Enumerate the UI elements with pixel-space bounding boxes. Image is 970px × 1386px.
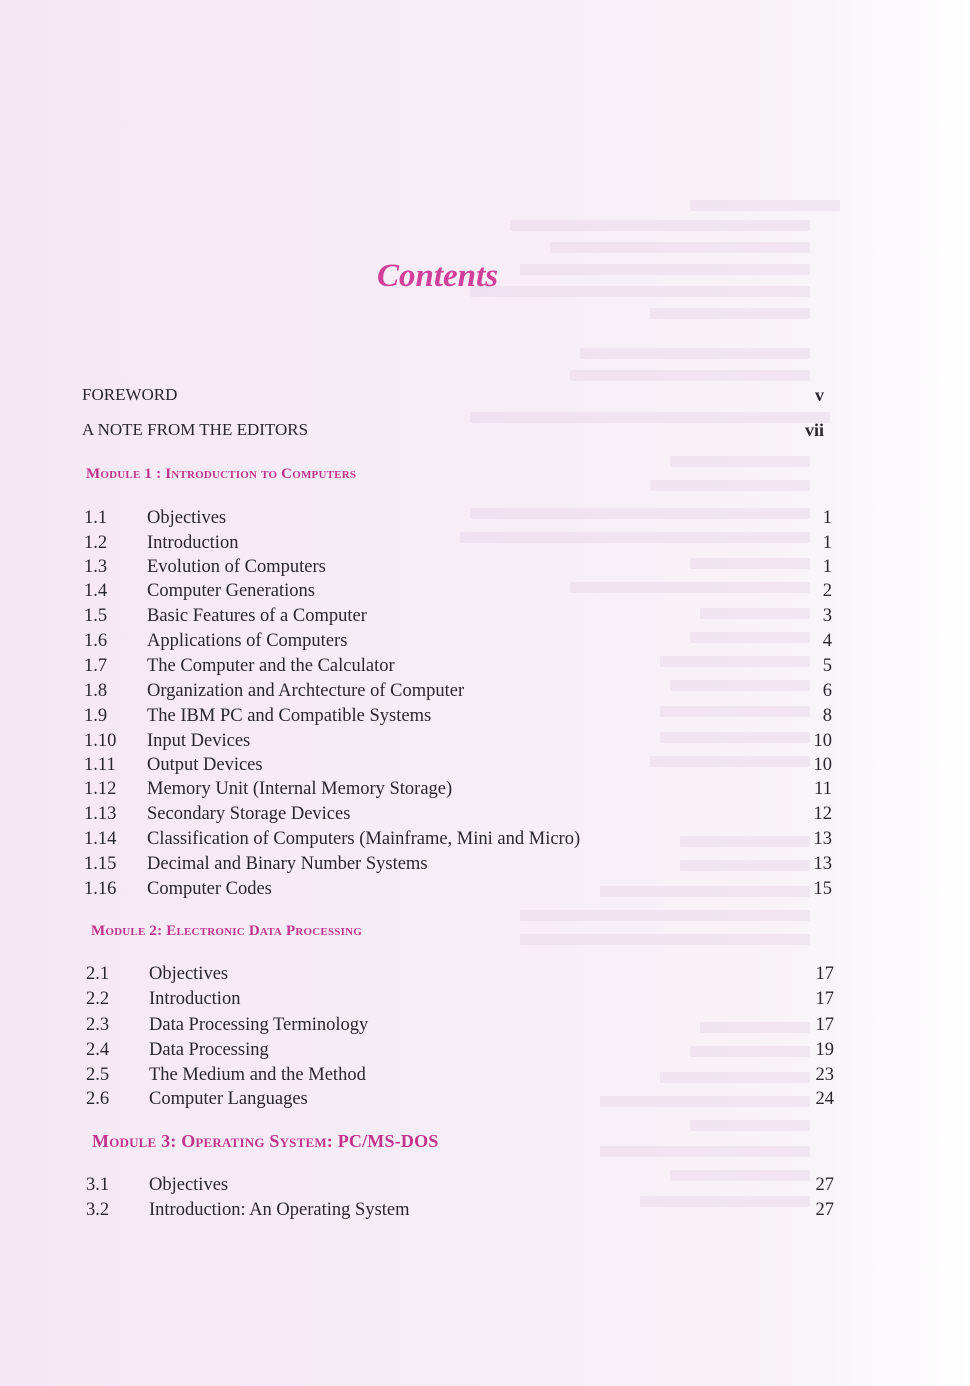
entry-number: 1.13 <box>84 804 117 824</box>
entry-title: Classification of Computers (Mainframe, Mini and Micro) <box>147 829 581 849</box>
front-matter-row <box>82 385 824 409</box>
entry-number: 1.15 <box>84 854 117 874</box>
entry-title: Memory Unit (Internal Memory Storage) <box>147 779 453 799</box>
entry-title: Introduction <box>147 533 239 553</box>
toc-entry <box>84 755 832 779</box>
entry-number: 2.5 <box>86 1065 110 1085</box>
entry-page: 1 <box>822 557 832 577</box>
toc-entry <box>84 681 832 705</box>
entry-number: 1.12 <box>84 779 117 799</box>
entry-title: Applications of Computers <box>147 631 348 651</box>
entry-number: 2.2 <box>86 989 110 1009</box>
entry-number: 1.6 <box>84 631 108 651</box>
entry-title: Introduction <box>149 989 241 1009</box>
entry-title: Output Devices <box>147 755 263 775</box>
entry-number: 1.14 <box>84 829 117 849</box>
entry-number: 2.6 <box>86 1089 110 1109</box>
toc-entry <box>84 581 832 605</box>
front-matter-label: A NOTE FROM THE EDITORS <box>82 420 309 439</box>
entry-title: Objectives <box>147 508 227 528</box>
entry-page: 17 <box>815 1015 834 1035</box>
entry-number: 1.7 <box>84 656 108 676</box>
entry-page: 13 <box>813 854 832 874</box>
front-matter-label: FOREWORD <box>82 385 178 404</box>
entry-page: 27 <box>815 1200 834 1220</box>
toc-entry <box>86 964 834 988</box>
entry-number: 3.2 <box>86 1200 110 1220</box>
entry-page: 17 <box>815 964 834 984</box>
entry-title: Introduction: An Operating System <box>149 1200 410 1220</box>
entry-page: 10 <box>813 731 832 751</box>
toc-entry <box>86 1200 834 1224</box>
toc-entry <box>84 879 832 903</box>
toc-entry <box>84 706 832 730</box>
entry-title: The Medium and the Method <box>149 1065 366 1085</box>
page-title: Contents <box>377 258 499 294</box>
toc-entry <box>84 731 832 755</box>
entry-number: 1.4 <box>84 581 108 601</box>
entry-page: 6 <box>822 681 832 701</box>
entry-title: Computer Codes <box>147 879 272 899</box>
entry-title: Evolution of Computers <box>147 557 326 577</box>
entry-page: 11 <box>814 779 832 799</box>
entry-title: The IBM PC and Compatible Systems <box>147 706 432 726</box>
module-heading: Module 1 : Introduction to Computers <box>86 466 357 482</box>
entry-page: 8 <box>822 706 832 726</box>
entry-page: 23 <box>815 1065 834 1085</box>
entry-page: 19 <box>815 1040 834 1060</box>
entry-page: 15 <box>813 879 832 899</box>
entry-number: 1.8 <box>84 681 108 701</box>
toc-entry <box>86 1040 834 1064</box>
entry-page: 12 <box>813 804 832 824</box>
toc-entry <box>84 631 832 655</box>
front-matter-page: vii <box>804 420 824 440</box>
toc-entry <box>86 1015 834 1039</box>
toc-entry <box>86 1175 834 1199</box>
entry-title: Secondary Storage Devices <box>147 804 351 824</box>
entry-number: 2.1 <box>86 964 110 984</box>
entry-number: 3.1 <box>86 1175 110 1195</box>
entry-page: 27 <box>815 1175 834 1195</box>
entry-number: 1.9 <box>84 706 108 726</box>
entry-title: Decimal and Binary Number Systems <box>147 854 428 874</box>
entry-title: The Computer and the Calculator <box>147 656 395 676</box>
entry-title: Computer Generations <box>147 581 315 601</box>
entry-title: Basic Features of a Computer <box>147 606 367 626</box>
entry-page: 1 <box>822 533 832 553</box>
toc-entry <box>86 1065 834 1089</box>
entry-title: Computer Languages <box>149 1089 308 1109</box>
toc-entry <box>84 533 832 557</box>
entry-title: Organization and Archtecture of Computer <box>147 681 465 701</box>
entry-number: 1.3 <box>84 557 108 577</box>
entry-page: 5 <box>822 656 832 676</box>
entry-number: 1.11 <box>84 755 116 775</box>
toc-entry <box>84 606 832 630</box>
entry-page: 3 <box>822 606 832 626</box>
toc-entry <box>84 804 832 828</box>
entry-page: 10 <box>813 755 832 775</box>
entry-number: 1.2 <box>84 533 108 553</box>
module-heading: Module 2: Electronic Data Processing <box>91 923 362 939</box>
entry-title: Objectives <box>149 1175 229 1195</box>
entry-page: 2 <box>822 581 832 601</box>
entry-number: 2.3 <box>86 1015 110 1035</box>
toc-entry <box>84 854 832 878</box>
entry-page: 4 <box>822 631 832 651</box>
entry-title: Input Devices <box>147 731 251 751</box>
entry-title: Data Processing <box>149 1040 269 1060</box>
entry-title: Objectives <box>149 964 229 984</box>
entry-page: 1 <box>822 508 832 528</box>
front-matter-page: v <box>815 385 824 405</box>
entry-number: 1.16 <box>84 879 117 899</box>
entry-number: 1.1 <box>84 508 108 528</box>
entry-page: 24 <box>815 1089 834 1109</box>
module-heading: Module 3: Operating System: PC/MS-DOS <box>92 1131 439 1151</box>
page-edge-highlight <box>840 0 970 1386</box>
toc-entry <box>84 829 832 853</box>
toc-entry <box>84 557 832 581</box>
toc-entry <box>84 656 832 680</box>
toc-entry <box>84 508 832 532</box>
toc-entry <box>84 779 832 803</box>
entry-number: 2.4 <box>86 1040 110 1060</box>
front-matter-row <box>82 420 824 444</box>
entry-number: 1.5 <box>84 606 108 626</box>
entry-number: 1.10 <box>84 731 117 751</box>
entry-page: 17 <box>815 989 834 1009</box>
entry-page: 13 <box>813 829 832 849</box>
toc-entry <box>86 1089 834 1113</box>
toc-entry <box>86 989 834 1013</box>
entry-title: Data Processing Terminology <box>149 1015 369 1035</box>
